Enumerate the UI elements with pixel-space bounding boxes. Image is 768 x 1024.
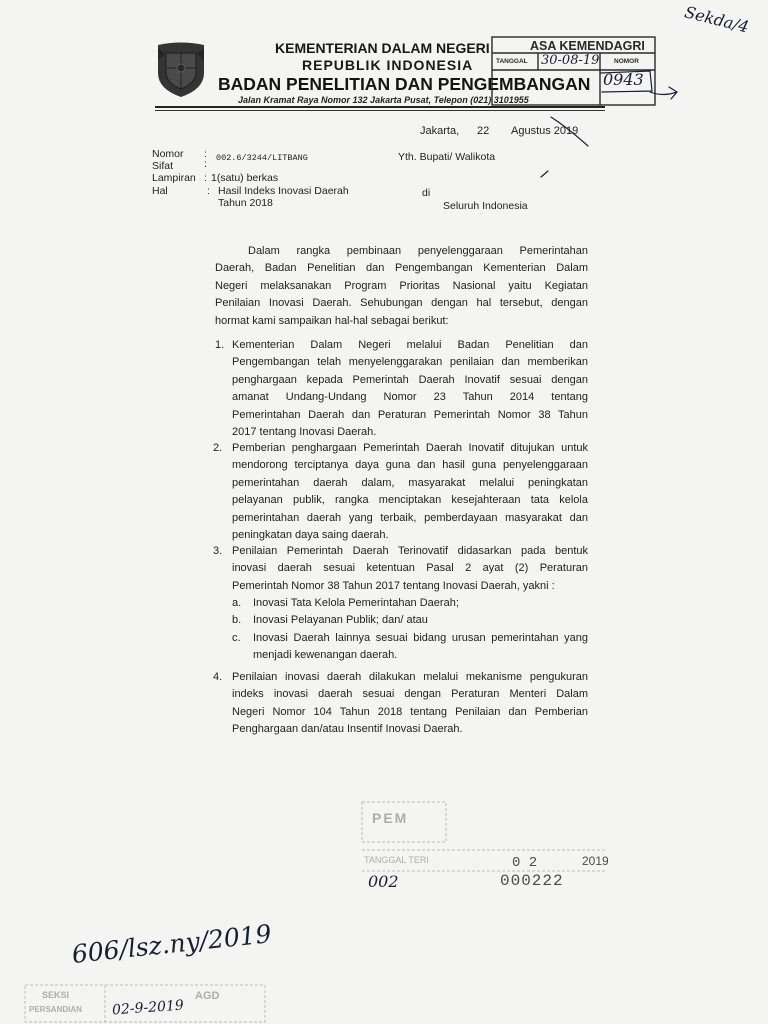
meta-nomor-label: Nomor bbox=[152, 148, 184, 160]
intro-line: Dalam rangka pembinaan penyelenggaraan Pemerintahan bbox=[248, 245, 588, 257]
list-item-line: pelayanan publik, rangka menciptakan kesejahteraan tata kelola bbox=[232, 494, 588, 507]
list-item-number: 1. bbox=[215, 339, 225, 351]
meta-hal-label: Hal bbox=[152, 185, 168, 197]
intro-paragraph bbox=[215, 243, 588, 330]
section-stamp-mark: AGD bbox=[195, 990, 220, 1002]
incoming-stamp-agenda-handwritten: 002 bbox=[368, 872, 399, 891]
date-city: Jakarta, bbox=[420, 125, 460, 137]
list-item-3 bbox=[232, 543, 588, 595]
list-item-line: Kementerian Dalam Negeri melalui Badan Penelitian dan bbox=[232, 339, 588, 351]
date-month-year: Agustus 2019 bbox=[511, 125, 579, 137]
list-item-line: Penghargaan dan/atau Insentif Inovasi Daerah. bbox=[232, 723, 463, 736]
sub-item-line: Inovasi Pelayanan Publik; dan/ atau bbox=[253, 614, 428, 627]
list-item-line: penghargaan kepada Pemerintah Daerah Inovatif sesuai dengan bbox=[232, 373, 588, 386]
list-item-line: Pengembangan telah menyelenggarakan penilaian dan memberikan bbox=[232, 356, 588, 369]
section-stamp-date-handwritten: 02-9-2019 bbox=[111, 997, 185, 1019]
receipt-stamp-date-value: 30-08-19 bbox=[541, 53, 600, 68]
receipt-stamp-title: ASA KEMENDAGRI bbox=[530, 39, 645, 53]
list-item-line: Pemerintah Nomor 38 Tahun 2017 tentang Inovasi Daerah, yakni : bbox=[232, 579, 555, 592]
list-item-line: Pemberian penghargaan Pemerintah Daerah Inovatif ditujukan untuk bbox=[232, 442, 588, 454]
sub-item-line: menjadi kewenangan daerah. bbox=[253, 649, 398, 662]
letterhead-rule-thick bbox=[155, 106, 605, 108]
receipt-stamp-number-label: NOMOR bbox=[614, 58, 639, 65]
sub-item-b bbox=[253, 612, 588, 629]
list-item-number: 2. bbox=[213, 442, 223, 454]
sub-item-letter: a. bbox=[232, 597, 242, 609]
meta-hal-colon: : bbox=[207, 185, 210, 197]
incoming-stamp-serial-number: 000222 bbox=[500, 872, 564, 890]
list-item-1 bbox=[232, 337, 588, 441]
list-item-line: peningkatan daya saing daerah. bbox=[232, 528, 389, 541]
list-item-2 bbox=[232, 440, 588, 544]
list-item-number: 3. bbox=[213, 545, 223, 557]
incoming-stamp-date-year: 2019 bbox=[582, 854, 609, 868]
recipient-salutation: Yth. Bupati/ Walikota bbox=[398, 151, 496, 163]
sub-item-c bbox=[253, 630, 588, 665]
list-item-line: Penilaian Pemerintah Daerah Terinovatif didasarkan pada bentuk bbox=[232, 545, 588, 557]
section-stamp-line2: PERSANDIAN bbox=[29, 1005, 82, 1014]
meta-nomor-colon: : bbox=[204, 148, 207, 160]
incoming-stamp-title: PEM bbox=[372, 810, 409, 826]
incoming-stamp-date-day: 0 2 bbox=[512, 855, 538, 871]
list-item-line: pemerintahan daerah dalam, masyarakat melalui peningkatan bbox=[232, 476, 588, 489]
intro-line: Daerah, Badan Penelitian dan Pengembangan Kementerian Dalam bbox=[215, 262, 588, 275]
meta-nomor-value: 002.6/3244/LITBANG bbox=[216, 153, 308, 163]
recipient-di: di bbox=[422, 187, 431, 199]
meta-lampiran-label: Lampiran bbox=[152, 172, 196, 184]
pen-tick-mark bbox=[541, 171, 548, 177]
sub-item-line: Inovasi Daerah lainnya sesuai bidang urusan pemerintahan yang bbox=[253, 631, 588, 644]
list-item-line: Negeri Nomor 104 Tahun 2018 tentang Penilaian dan Pemberian bbox=[232, 705, 588, 718]
letterhead-ministry: KEMENTERIAN DALAM NEGERI bbox=[275, 40, 490, 56]
meta-hal-value-line-1: Hasil Indeks Inovasi Daerah bbox=[218, 185, 349, 197]
meta-sifat-label: Sifat bbox=[152, 160, 174, 172]
meta-lampiran-colon: : bbox=[204, 172, 207, 184]
letterhead-country: REPUBLIK INDONESIA bbox=[302, 57, 474, 73]
list-item-line: Pemerintahan Daerah dan Peraturan Pemerintah Nomor 38 Tahun bbox=[232, 408, 588, 421]
list-item-line: indeks inovasi daerah sesuai dengan Peraturan Menteri Dalam bbox=[232, 688, 588, 701]
incoming-stamp-date-label: TANGGAL TERI bbox=[364, 855, 429, 865]
list-item-line: Penilaian inovasi daerah dilakukan melalui mekanisme pengukuran bbox=[232, 671, 588, 683]
sub-item-line: Inovasi Tata Kelola Pemerintahan Daerah; bbox=[253, 597, 459, 609]
intro-line: hormat kami sampaikan hal-hal sebagai berikut: bbox=[215, 314, 449, 327]
list-item-line: inovasi daerah sesuai ketentuan Pasal 2 ayat (2) Peraturan bbox=[232, 562, 588, 575]
garuda-emblem-icon bbox=[155, 40, 207, 98]
list-item-line: mendorong terciptanya daya guna dan hasil guna penyelenggaraan bbox=[232, 459, 588, 472]
list-item-number: 4. bbox=[213, 671, 223, 683]
receipt-stamp-date-label: TANGGAL bbox=[496, 58, 528, 65]
emblem-center bbox=[177, 64, 185, 72]
pen-arrow-stroke bbox=[650, 87, 677, 99]
date-day: 22 bbox=[477, 125, 490, 137]
sub-item-a bbox=[253, 595, 588, 612]
sub-item-letter: b. bbox=[232, 614, 242, 627]
intro-line: Negeri melaksanakan Program Prioritas Nasional yaitu Kegiatan bbox=[215, 279, 588, 292]
meta-lampiran-value: 1(satu) berkas bbox=[211, 172, 279, 184]
sub-item-letter: c. bbox=[232, 631, 241, 644]
letterhead-address: Jalan Kramat Raya Nomor 132 Jakarta Pusat, Telepon (021) 3101955 bbox=[238, 95, 529, 105]
list-item-4 bbox=[232, 669, 588, 739]
letterhead-rule-thin bbox=[155, 110, 605, 111]
recipient-place: Seluruh Indonesia bbox=[443, 200, 528, 212]
list-item-line: pemerintahan daerah yang terbaik, pemberdayaan masyarakat dan bbox=[232, 511, 588, 524]
archive-handwritten-note: 606/lsz.ny/2019 bbox=[70, 919, 273, 969]
meta-sifat-colon: : bbox=[204, 158, 207, 170]
meta-hal-value-line-2: Tahun 2018 bbox=[218, 197, 273, 209]
list-item-line: amanat Undang-Undang Nomor 23 Tahun 2014 tentang bbox=[232, 391, 588, 404]
list-item-line: 2017 tentang Inovasi Daerah. bbox=[232, 425, 377, 438]
receipt-stamp-number-value: 0943 bbox=[603, 70, 644, 89]
section-stamp-line1: SEKSI bbox=[42, 990, 70, 1000]
letterhead-agency: BADAN PENELITIAN DAN PENGEMBANGAN bbox=[218, 74, 591, 94]
intro-line: Penilaian Inovasi Daerah. Sehubungan dengan hal tersebut, dengan bbox=[215, 297, 588, 310]
handwritten-disposition-note: Sekda/4 bbox=[682, 2, 751, 37]
